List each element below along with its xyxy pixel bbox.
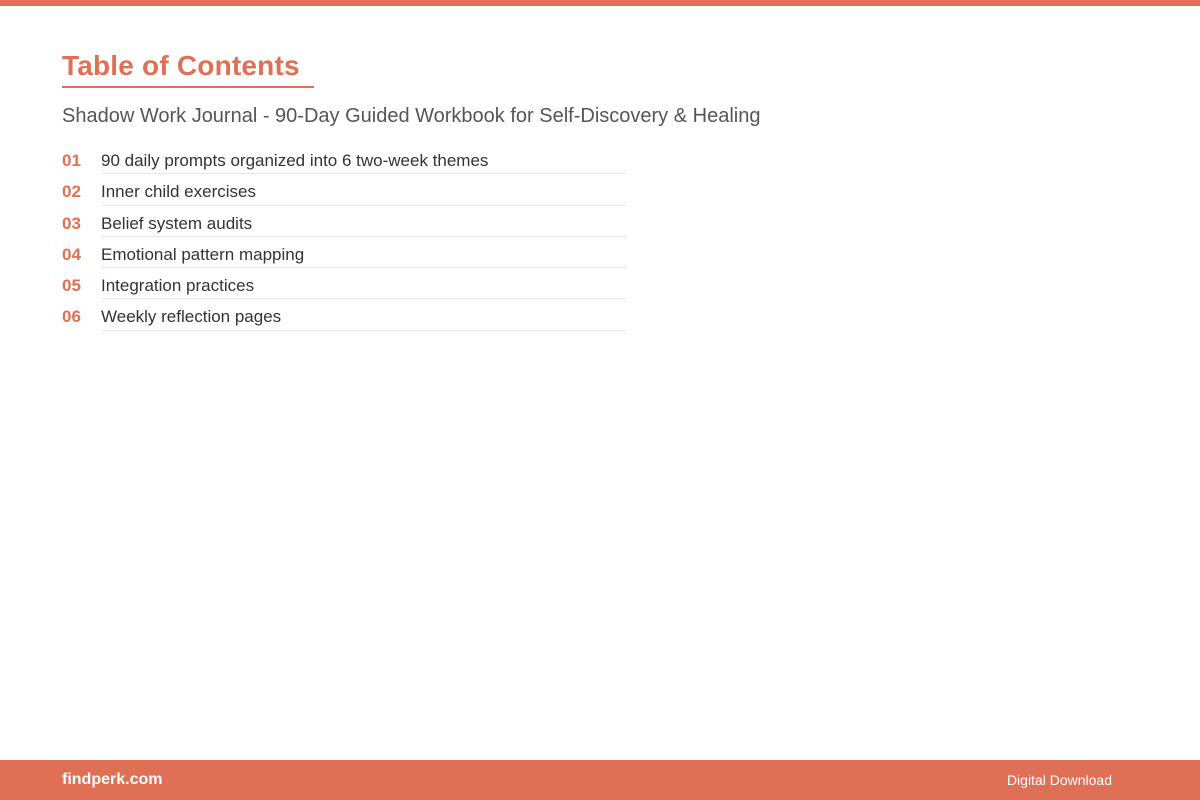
title-underline (62, 86, 314, 88)
toc-item-label: Belief system audits (101, 213, 253, 233)
toc-item-label: Inner child exercises (101, 182, 256, 202)
toc-item-number: 03 (62, 213, 81, 233)
toc-divider (101, 205, 627, 206)
table-of-contents-list (62, 145, 627, 333)
toc-divider (101, 298, 627, 299)
toc-item-number: 02 (62, 182, 81, 202)
toc-item-label: Weekly reflection pages (101, 307, 282, 327)
footer-note: Digital Download (1006, 772, 1112, 788)
toc-divider (101, 173, 627, 174)
page-title: Table of Contents (62, 50, 300, 81)
toc-item-06 (62, 301, 627, 332)
footer-bar (0, 760, 1200, 800)
toc-item-label: Integration practices (101, 276, 255, 296)
toc-item-number: 01 (62, 151, 81, 170)
toc-item-03 (62, 208, 627, 239)
toc-item-04 (62, 239, 627, 270)
page-subtitle: Shadow Work Journal - 90-Day Guided Workbook for Self-Discovery & Healing (62, 105, 761, 127)
footer-brand: findperk.com (62, 771, 163, 788)
toc-item-01 (62, 145, 627, 176)
toc-divider (101, 267, 627, 268)
toc-item-05 (62, 270, 627, 301)
toc-item-number: 04 (62, 244, 81, 264)
toc-item-02 (62, 176, 627, 207)
top-accent-bar (0, 0, 1200, 6)
toc-item-number: 06 (62, 307, 81, 327)
toc-item-number: 05 (62, 276, 81, 296)
toc-item-label: 90 daily prompts organized into 6 two-week themes (101, 151, 489, 170)
toc-item-label: Emotional pattern mapping (101, 244, 305, 264)
toc-divider (101, 330, 627, 331)
toc-divider (101, 236, 627, 237)
